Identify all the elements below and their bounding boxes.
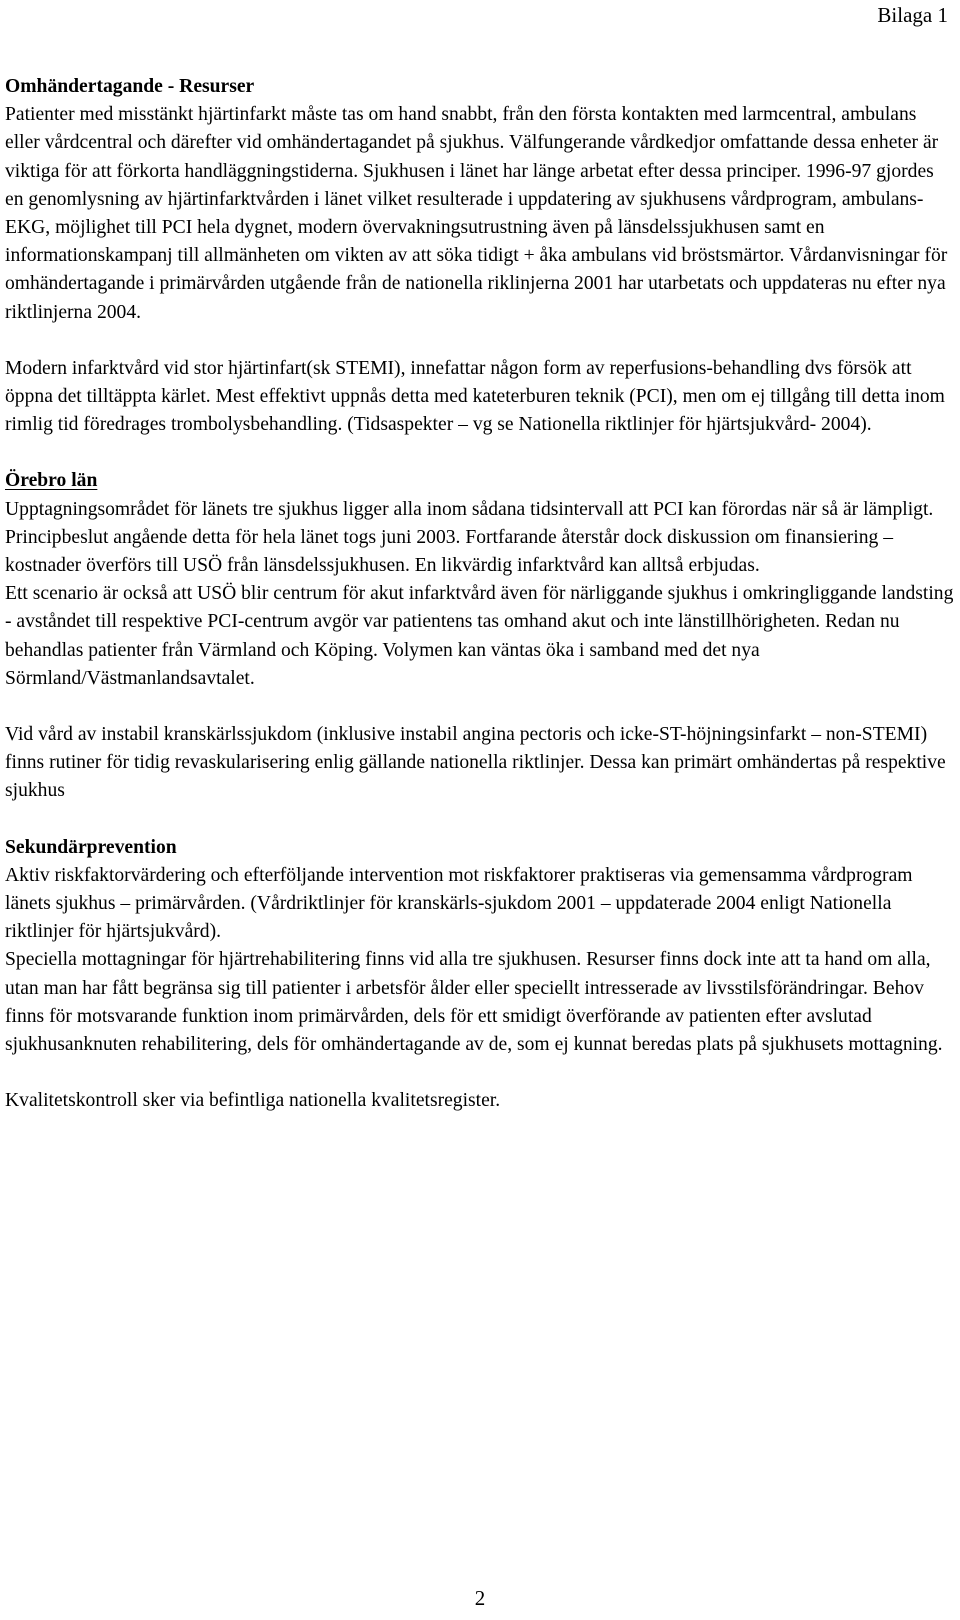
paragraph: Vid vård av instabil kranskärlssjukdom (inklusive instabil angina pectoris och icke-ST-höjningsinfarkt – non-STEMI) finns rutiner för tidig revaskularisering enlig gällande nationella riktlinjer. Dessa kan primärt omhändertas på respektive sjukhus <box>5 724 946 802</box>
paragraph: Patienter med misstänkt hjärtinfarkt måste tas om hand snabbt, från den första kontakten med larmcentral, ambulans eller vårdcentral och därefter vid omhändertagandet på sjukhus. Välfungerande vårdkedjor omfattande dessa enheter är viktiga för att förkorta handläggningstiderna. Sjukhusen i länet har länge arbetat efter dessa principer. 1996-97 gjordes en genomlysning av hjärtinfarktvården i länet vilket resulterade i uppdatering av sjukhusens vårdprogram, ambulans-EKG, möjlighet till PCI hela dygnet, modern övervakningsutrustning även på länsdelssjukhusen samt en informationskampanj till allmänheten om vikten av att söka tidigt + åka ambulans vid bröstsmärtor. Vårdanvisningar för omhändertagande i primärvården utgående från de nationella riklinjerna 2001 har utarbetats och uppdateras nu efter nya riktlinjerna 2004. <box>5 104 948 323</box>
section-heading-resurser: Omhändertagande - Resurser <box>5 76 255 97</box>
paragraph-gap <box>5 327 955 355</box>
paragraph: Ett scenario är också att USÖ blir centrum för akut infarktvård även för närliggande sjukhus i omkringliggande landsting - avståndet till respektive PCI-centrum avgör var patientens tas omhand akut och inte länstillhörigheten. Redan nu behandlas patienter från Värmland och Köping. Volymen kan väntas öka i samband med det nya Sörmland/Västmanlandsavtalet. <box>5 583 954 689</box>
document-body <box>5 73 955 1116</box>
paragraph: Aktiv riskfaktorvärdering och efterföljande intervention mot riskfaktorer praktiseras via gemensamma vårdprogram länets sjukhus – primärvården. (Vårdriktlinjer för kranskärls-sjukdom 2001 – uppdaterade 2004 enligt Nationella riktlinjer för hjärtsjukvård). <box>5 864 913 943</box>
paragraph-gap <box>5 439 955 467</box>
paragraph-gap <box>5 1059 955 1087</box>
paragraph-gap <box>5 806 955 834</box>
paragraph: Kvalitetskontroll sker via befintliga nationella kvalitetsregister. <box>5 1090 501 1112</box>
attachment-label: Bilaga 1 <box>877 3 948 27</box>
section-heading-sekundarprevention: Sekundärprevention <box>5 836 177 858</box>
paragraph: Modern infarktvård vid stor hjärtinfart(sk STEMI), innefattar någon form av reperfusions-behandling dvs försök att öppna det tilltäppta kärlet. Mest effektivt uppnås detta med kateterburen teknik (PCI), men om ej tillgång till detta inom rimlig tid föredrages trombolysbehandling. (Tidsaspekter – vg se Nationella riktlinjer för hjärtsjukvård- 2004). <box>5 357 945 436</box>
paragraph: Speciella mottagningar för hjärtrehabilitering finns vid alla tre sjukhusen. Resurser finns dock inte att ta hand om alla, utan man har fått begränsa sig till patienter i arbetsför ålder eller speciellt intresserade av livsstilsförändringar. Behov finns för motsvarande funktion inom primärvården, dels för ett smidigt överförande av patienten efter avslutad sjukhusanknuten rehabilitering, dels för omhändertagande av de, som ej kunnat beredas plats på sjukhusets mottagning. <box>5 949 943 1056</box>
paragraph-gap <box>5 693 955 721</box>
paragraph: Upptagningsområdet för länets tre sjukhus ligger alla inom sådana tidsintervall att PCI kan förordas när så är lämpligt. Principbeslut angående detta för hela länet togs juni 2003. Fortfarande återstår dock diskussion om finansiering – kostnader överförs till USÖ från länsdelssjukhusen. En likvärdig infarktvård kan alltså erbjudas. <box>5 498 934 577</box>
section-heading-orebro-lan: Örebro län <box>5 470 98 492</box>
page-number: 2 <box>474 1586 486 1610</box>
